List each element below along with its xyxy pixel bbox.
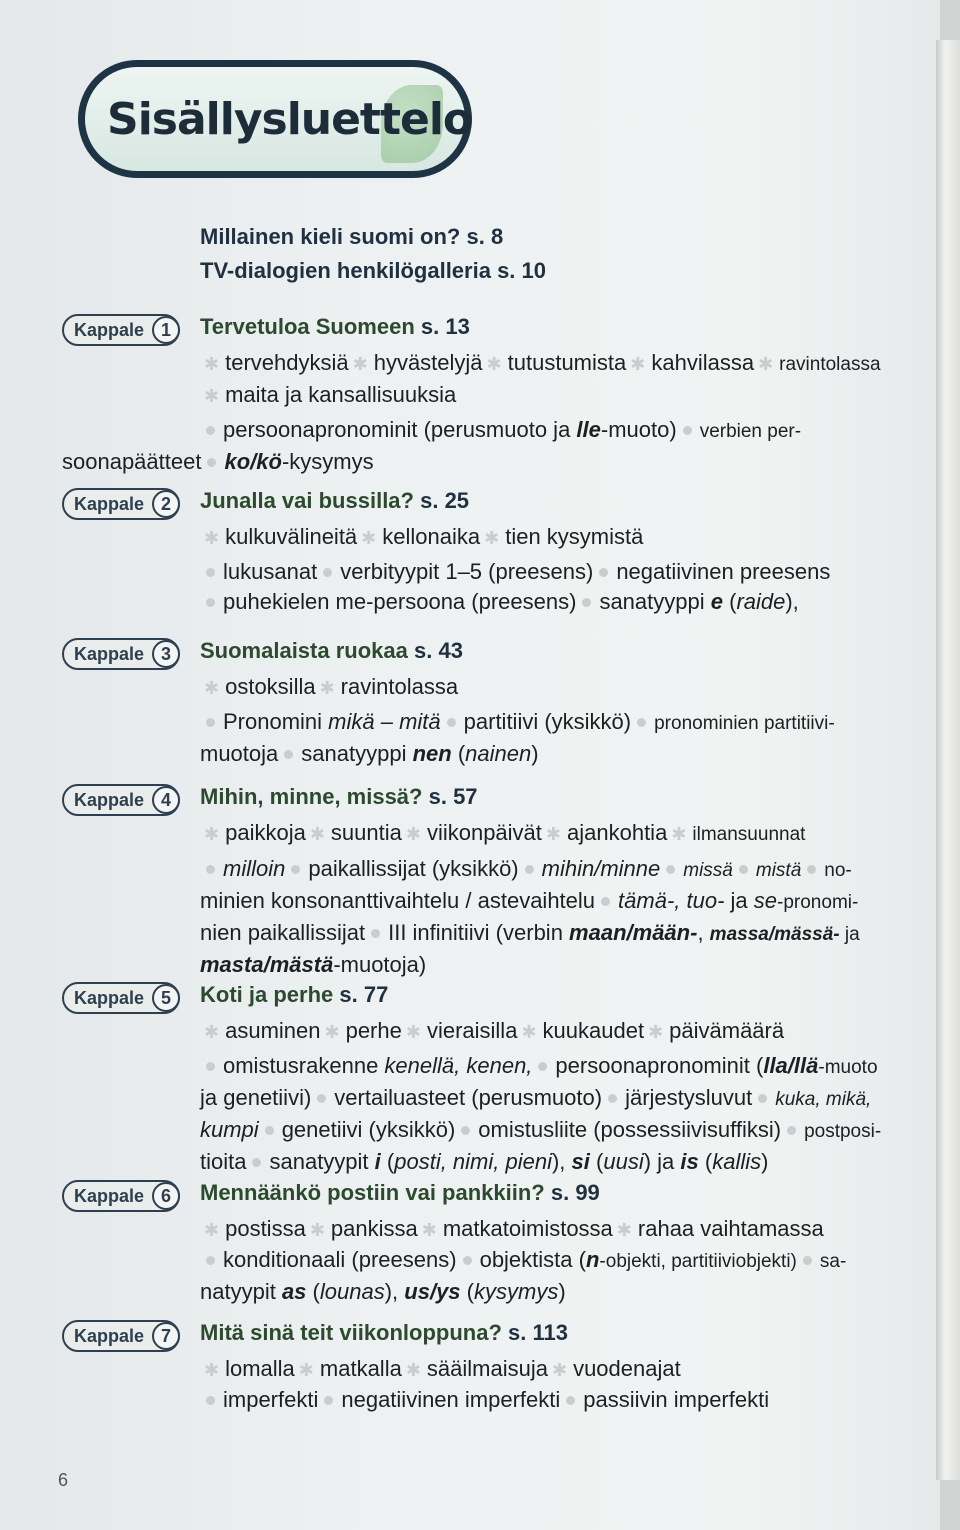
- title-banner: [78, 60, 472, 178]
- bullet-icon: [371, 929, 380, 938]
- bullet-icon: [206, 718, 215, 727]
- chapter-contents: ✱ asuminen ✱ perhe ✱ vieraisilla ✱ kuukaudet ✱ päivämäärä omistusrakenne kenellä, kenen, persoonapronominit (lla/llä-muoto ja genetiivi) vertailuasteet (perusmuoto) järjestysluvut kuka, mikä, kumpi genetiivi (yksikkö) omistusliite (possessiivisuffiksi) postposi- tioita sanatyypit i (posti, nimi, pieni), si (uusi) ja is (kallis): [200, 1018, 882, 1174]
- chapter-contents: ✱ postissa ✱ pankissa ✱ matkatoimistossa ✱ rahaa vaihtamassa konditionaali (preesens) objektista (n-objekti, partitiiviobjekti) sa- natyypit as (lounas), us/ys (kysymys): [200, 1216, 847, 1304]
- bullet-icon: [787, 1126, 796, 1135]
- star-icon: ✱: [352, 354, 368, 374]
- page-number: 6: [58, 1470, 69, 1490]
- bullet-icon: [206, 426, 215, 435]
- chapter-contents: ✱ lomalla ✱ matkalla ✱ sääilmaisuja ✱ vuodenajat imperfekti negatiivinen imperfekti passiivin imperfekti: [204, 1356, 770, 1412]
- star-icon: ✱: [309, 824, 325, 844]
- star-icon: ✱: [309, 1220, 325, 1240]
- bullet-icon: [323, 568, 332, 577]
- next-page-edge: [936, 40, 960, 1480]
- chapter-badge: [62, 314, 180, 346]
- star-icon: ✱: [484, 528, 500, 548]
- bullet-icon: [206, 568, 215, 577]
- star-icon: ✱: [204, 528, 220, 548]
- bullet-icon: [265, 1126, 274, 1135]
- chapter-contents: ✱ paikkoja ✱ suuntia ✱ viikonpäivät ✱ ajankohtia ✱ ilmansuunnat milloin paikallissijat (yksikkö) mihin/minne missä mistä no- minien konsonanttivaihtelu / astevaihtelu tämä-, tuo- ja se-pronomi- nien paikallissijat III infinitiivi (verbin maan/mään-, massa/mässä- ja masta/mästä-muotoja): [200, 820, 860, 977]
- chapter-contents: ✱ ostoksilla ✱ ravintolassa Pronomini mikä – mitä partitiivi (yksikkö) pronominien partitiivi- muotoja sanatyyppi nen (nainen): [200, 674, 835, 766]
- star-icon: ✱: [204, 386, 220, 406]
- star-icon: ✱: [204, 1022, 220, 1042]
- star-icon: ✱: [204, 824, 220, 844]
- chapter-title: Tervetuloa Suomeen s. 13: [200, 314, 470, 339]
- bullet-icon: [525, 865, 534, 874]
- star-icon: ✱: [671, 824, 687, 844]
- intro-item: Millainen kieli suomi on? s. 8: [200, 224, 504, 249]
- bullet-icon: [284, 750, 293, 759]
- page-title: Sisällysluettelo: [107, 93, 473, 145]
- star-icon: ✱: [405, 1022, 421, 1042]
- bullet-icon: [206, 865, 215, 874]
- star-icon: ✱: [405, 1360, 421, 1380]
- chapter-badge: Kappale 5: [62, 982, 180, 1014]
- star-icon: ✱: [551, 1360, 568, 1380]
- chapter-badge: Kappale 6: [62, 1180, 180, 1212]
- bullet-icon: [599, 568, 608, 577]
- bullet-icon: [317, 1094, 326, 1103]
- bullet-icon: [206, 1396, 215, 1405]
- star-icon: ✱: [324, 1022, 340, 1042]
- bullet-icon: [324, 1396, 333, 1405]
- star-icon: ✱: [204, 1220, 220, 1240]
- star-icon: ✱: [204, 678, 220, 698]
- bullet-icon: [758, 1094, 767, 1103]
- chapter-title: Mitä sinä teit viikonloppuna? s. 113: [200, 1320, 568, 1345]
- bullet-icon: [566, 1396, 575, 1405]
- bullet-icon: [461, 1126, 470, 1135]
- bullet-icon: [582, 598, 591, 607]
- intro-list: [200, 220, 546, 288]
- star-icon: ✱: [298, 1360, 314, 1380]
- star-icon: ✱: [545, 824, 561, 844]
- bullet-icon: [207, 458, 216, 467]
- chapter-badge: Kappale 2: [62, 488, 180, 520]
- chapter-number: 1: [152, 316, 180, 344]
- bullet-icon: [447, 718, 456, 727]
- chapter-badge: Kappale 4: [62, 784, 180, 816]
- bullet-icon: [206, 1256, 215, 1265]
- bullet-icon: [206, 1062, 215, 1071]
- star-icon: ✱: [630, 354, 646, 374]
- bullet-icon: [291, 865, 300, 874]
- bullet-icon: [683, 426, 692, 435]
- bullet-icon: [637, 718, 646, 727]
- chapter-title: Koti ja perhe s. 77: [200, 982, 389, 1007]
- bullet-icon: [739, 865, 748, 874]
- star-icon: ✱: [421, 1220, 437, 1240]
- bullet-icon: [803, 1256, 812, 1265]
- star-icon: ✱: [521, 1022, 537, 1042]
- bullet-icon: [608, 1094, 617, 1103]
- bullet-icon: [666, 865, 675, 874]
- chapter-title: Mihin, minne, missä? s. 57: [200, 784, 478, 809]
- chapter-contents: ✱ tervehdyksiä ✱ hyvästelyjä ✱ tutustumista ✱ kahvilassa ✱ ravintolassa ✱ maita ja kansallisuuksia persoonapronominit (perusmuoto ja lle-muoto) verbien per- soonapäätteet ko/kö-kysymys: [62, 350, 881, 474]
- bullet-icon: [538, 1062, 547, 1071]
- star-icon: ✱: [405, 824, 421, 844]
- star-icon: ✱: [361, 528, 377, 548]
- star-icon: ✱: [616, 1220, 632, 1240]
- star-icon: ✱: [204, 1360, 220, 1380]
- chapter-badge: Kappale 3: [62, 638, 180, 670]
- chapter-title: Junalla vai bussilla? s. 25: [200, 488, 470, 513]
- bullet-icon: [463, 1256, 472, 1265]
- bullet-icon: [807, 865, 816, 874]
- chapter-badge: Kappale 7: [62, 1320, 180, 1352]
- star-icon: ✱: [648, 1022, 664, 1042]
- bullet-icon: [206, 598, 215, 607]
- chapter-contents: ✱ kulkuvälineitä ✱ kellonaika ✱ tien kysymistä lukusanat verbityypit 1–5 (preesens) negatiivinen preesens puhekielen me-persoona (preesens) sanatyyppi e (raide),: [204, 524, 831, 614]
- chapter-title: Mennäänkö postiin vai pankkiin? s. 99: [200, 1180, 600, 1205]
- intro-item: TV-dialogien henkilögalleria s. 10: [200, 258, 546, 283]
- star-icon: ✱: [758, 354, 774, 374]
- badge-label: Kappale: [74, 319, 145, 340]
- bullet-icon: [252, 1158, 261, 1167]
- star-icon: ✱: [319, 678, 335, 698]
- chapter-title: Suomalaista ruokaa s. 43: [200, 638, 463, 663]
- bullet-icon: [601, 897, 610, 906]
- star-icon: ✱: [204, 354, 220, 374]
- star-icon: ✱: [486, 354, 502, 374]
